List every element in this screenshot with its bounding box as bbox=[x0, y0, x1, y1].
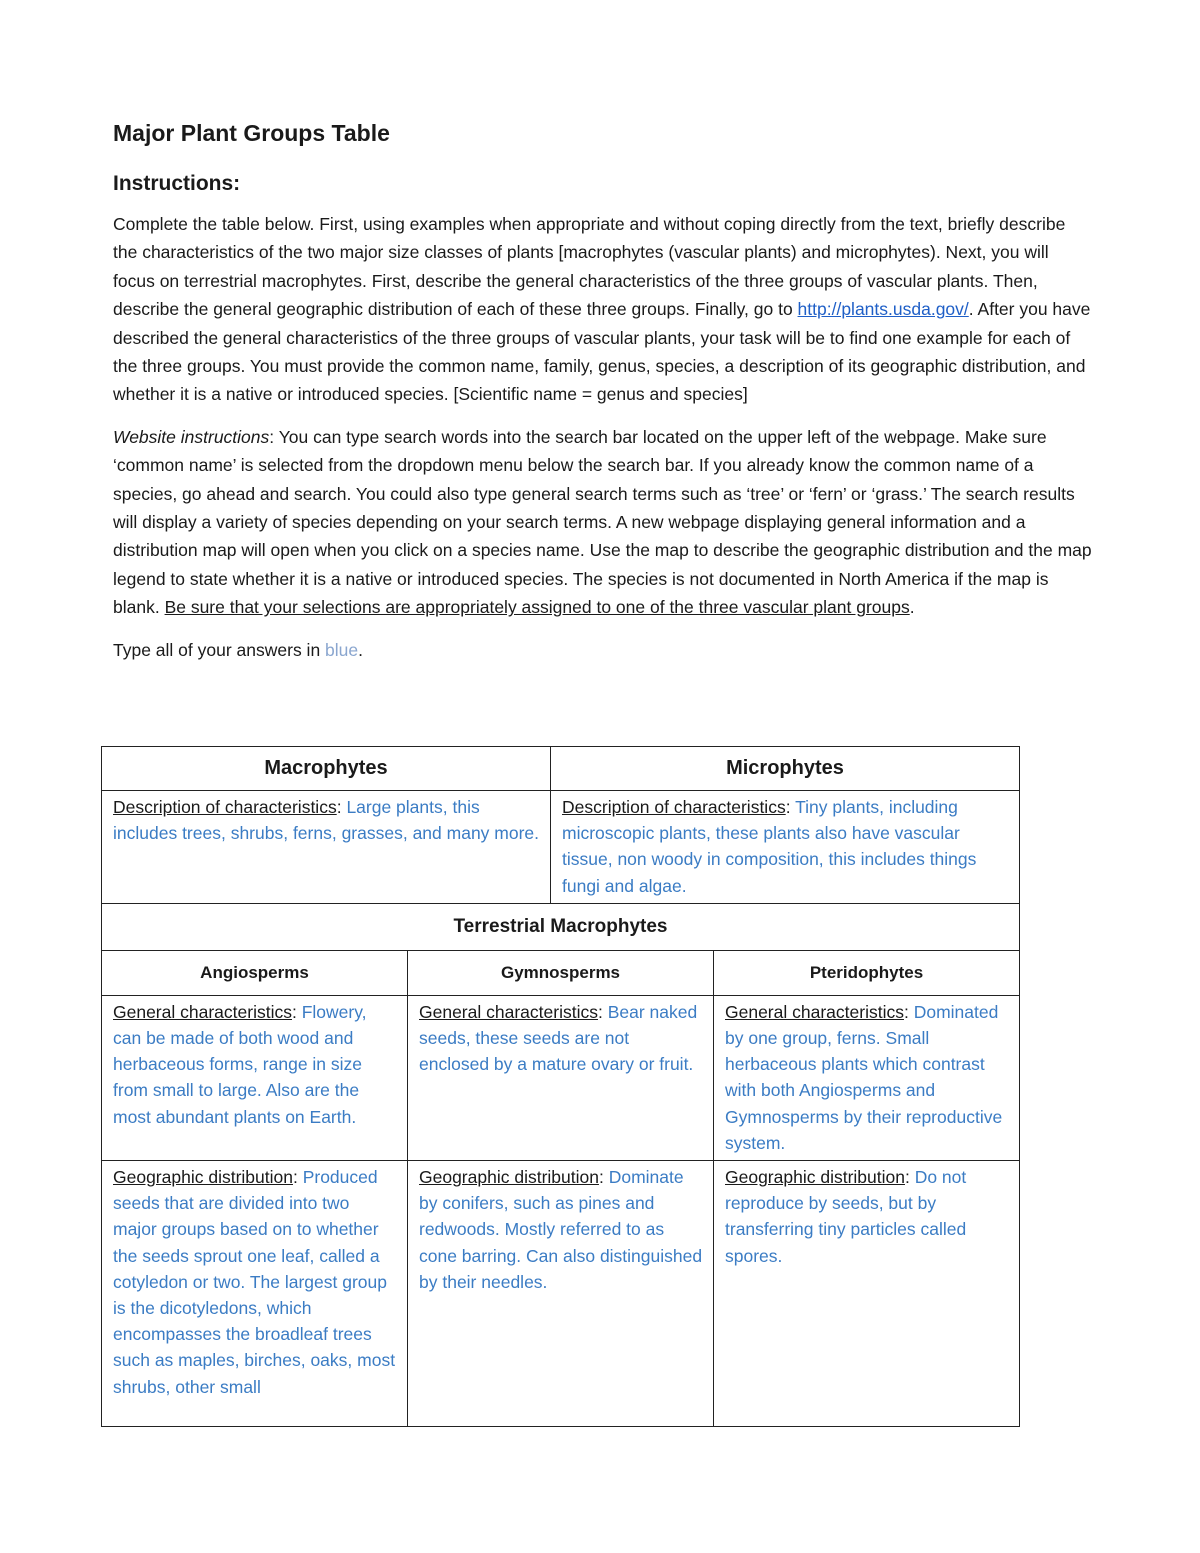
macrophytes-description: Large plants, this includes trees, shrubs, ferns, grasses, and many more. bbox=[113, 797, 540, 844]
angiosperms-general-cell[interactable]: General characteristics: Flowery, can be made of both wood and herbaceous forms, range in size from small to large. Also are the most abundant plants on Earth. bbox=[102, 995, 408, 1160]
website-instructions-label: Website instructions bbox=[113, 426, 270, 447]
instructions-paragraph-1 bbox=[113, 210, 1093, 409]
pteridophytes-general: Dominated by one group, ferns. Small herbaceous plants which contrast with both Angiosperms and Gymnosperms by their reproductive system. bbox=[725, 1001, 1003, 1153]
page-title: Major Plant Groups Table bbox=[113, 120, 390, 146]
microphytes-description: Tiny plants, including microscopic plants, these plants also have vascular tissue, non woody in composition, this includes things fungi and algae. bbox=[562, 797, 977, 896]
macrophytes-description-cell[interactable]: Description of characteristics: Large plants, this includes trees, shrubs, ferns, grasses, and many more. bbox=[102, 791, 551, 904]
blue-word: blue bbox=[325, 639, 359, 660]
angiosperms-geographic: Produced seeds that are divided into two major groups based on to whether the seeds sprout one leaf, called a cotyledon or two. The largest group is the dicotyledons, which encompasses the broadleaf trees such as maples, birches, oaks, most shrubs, other small bbox=[113, 1167, 396, 1397]
geographic-label: Geographic distribution bbox=[419, 1167, 599, 1188]
answer-note-text: Type all of your answers in bbox=[113, 639, 326, 660]
gymnosperms-geographic: Dominate by conifers, such as pines and redwoods. Mostly referred to as cone barring. Can also distinguished by their needles. bbox=[419, 1167, 703, 1292]
gymnosperms-geographic-cell[interactable]: Geographic distribution: Dominate by conifers, such as pines and redwoods. Mostly referred to as cone barring. Can also distinguished by their needles. bbox=[408, 1161, 714, 1427]
terrestrial-macrophytes-header: Terrestrial Macrophytes bbox=[102, 903, 1020, 950]
description-label: Description of characteristics bbox=[562, 797, 786, 817]
website-instructions-text: : You can type search words into the search bar located on the upper left of the webpage. Make sure ‘common name’ is selected from the dropdown menu below the search bar. If you already know the common name of a species, go ahead and search. You could also type general search terms such as ‘tree’ or ‘fern’ or ‘grass.’ The search results will display a variety of species depending on your search terms. A new webpage displaying general information and a distribution map will open when you click on a species name. Use the map to describe the geographic distribution and the map legend to state whether it is a native or introduced species. The species is not documented in North America if the map is blank. bbox=[113, 426, 1092, 618]
pteridophytes-geographic-cell[interactable]: Geographic distribution: Do not reproduce by seeds, but by transferring tiny particles called spores. bbox=[714, 1161, 1020, 1427]
gymnosperms-header: Gymnosperms bbox=[408, 950, 714, 995]
geographic-label: Geographic distribution bbox=[113, 1167, 293, 1188]
instructions-text-1b: . After you have described the general characteristics of the three groups of vascular plants, your task will be to find one example for each of the three groups. You must provide the common name, family, genus, species, a description of its geographic distribution, and whether it is a native or introduced species. [Scientific name = genus and species] bbox=[113, 299, 1091, 405]
microphytes-header: Microphytes bbox=[551, 747, 1020, 791]
description-label: Description of characteristics bbox=[113, 797, 337, 817]
document-page bbox=[113, 112, 1093, 664]
period: . bbox=[909, 597, 915, 618]
angiosperms-header: Angiosperms bbox=[102, 950, 408, 995]
period: . bbox=[358, 639, 364, 660]
macrophytes-header: Macrophytes bbox=[102, 747, 551, 791]
instructions-heading: Instructions: bbox=[113, 172, 241, 195]
angiosperms-general: Flowery, can be made of both wood and herbaceous forms, range in size from small to large. Also are the most abundant plants on Earth. bbox=[113, 1001, 367, 1127]
angiosperms-geographic-cell[interactable]: Geographic distribution: Produced seeds that are divided into two major groups based on to whether the seeds sprout one leaf, called a cotyledon or two. The largest group is the dicotyledons, which encompasses the broadleaf trees such as maples, birches, oaks, most shrubs, other small bbox=[102, 1161, 408, 1427]
pteridophytes-header: Pteridophytes bbox=[714, 950, 1020, 995]
pteridophytes-geographic: Do not reproduce by seeds, but by transferring tiny particles called spores. bbox=[725, 1167, 967, 1266]
microphytes-description-cell[interactable]: Description of characteristics: Tiny plants, including microscopic plants, these plants also have vascular tissue, non woody in composition, this includes things fungi and algae. bbox=[551, 791, 1020, 904]
general-label: General characteristics bbox=[725, 1001, 904, 1022]
usda-plants-link[interactable]: http://plants.usda.gov/ bbox=[797, 299, 969, 320]
general-label: General characteristics bbox=[113, 1001, 292, 1022]
general-label: General characteristics bbox=[419, 1001, 598, 1022]
plant-groups-table bbox=[101, 746, 1020, 1427]
instructions-text-1a: Complete the table below. First, using examples when appropriate and without coping directly from the text, briefly describe the characteristics of the two major size classes of plants [macrophytes (vascular plants) and microphytes). Next, you will focus on terrestrial macrophytes. First, describe the general characteristics of the three groups of vascular plants. Then, describe the general geographic distribution of each of these three groups. Finally, go to bbox=[113, 214, 1066, 320]
answer-color-note bbox=[113, 636, 1093, 664]
website-instructions-paragraph bbox=[113, 423, 1093, 622]
gymnosperms-general-cell[interactable]: General characteristics: Bear naked seeds, these seeds are not enclosed by a mature ovary or fruit. bbox=[408, 995, 714, 1160]
assignment-reminder: Be sure that your selections are appropriately assigned to one of the three vascular plant groups bbox=[164, 597, 910, 618]
geographic-label: Geographic distribution bbox=[725, 1167, 905, 1188]
pteridophytes-general-cell[interactable]: General characteristics: Dominated by one group, ferns. Small herbaceous plants which contrast with both Angiosperms and Gymnosperms by their reproductive system. bbox=[714, 995, 1020, 1160]
gymnosperms-general: Bear naked seeds, these seeds are not enclosed by a mature ovary or fruit. bbox=[419, 1001, 698, 1075]
